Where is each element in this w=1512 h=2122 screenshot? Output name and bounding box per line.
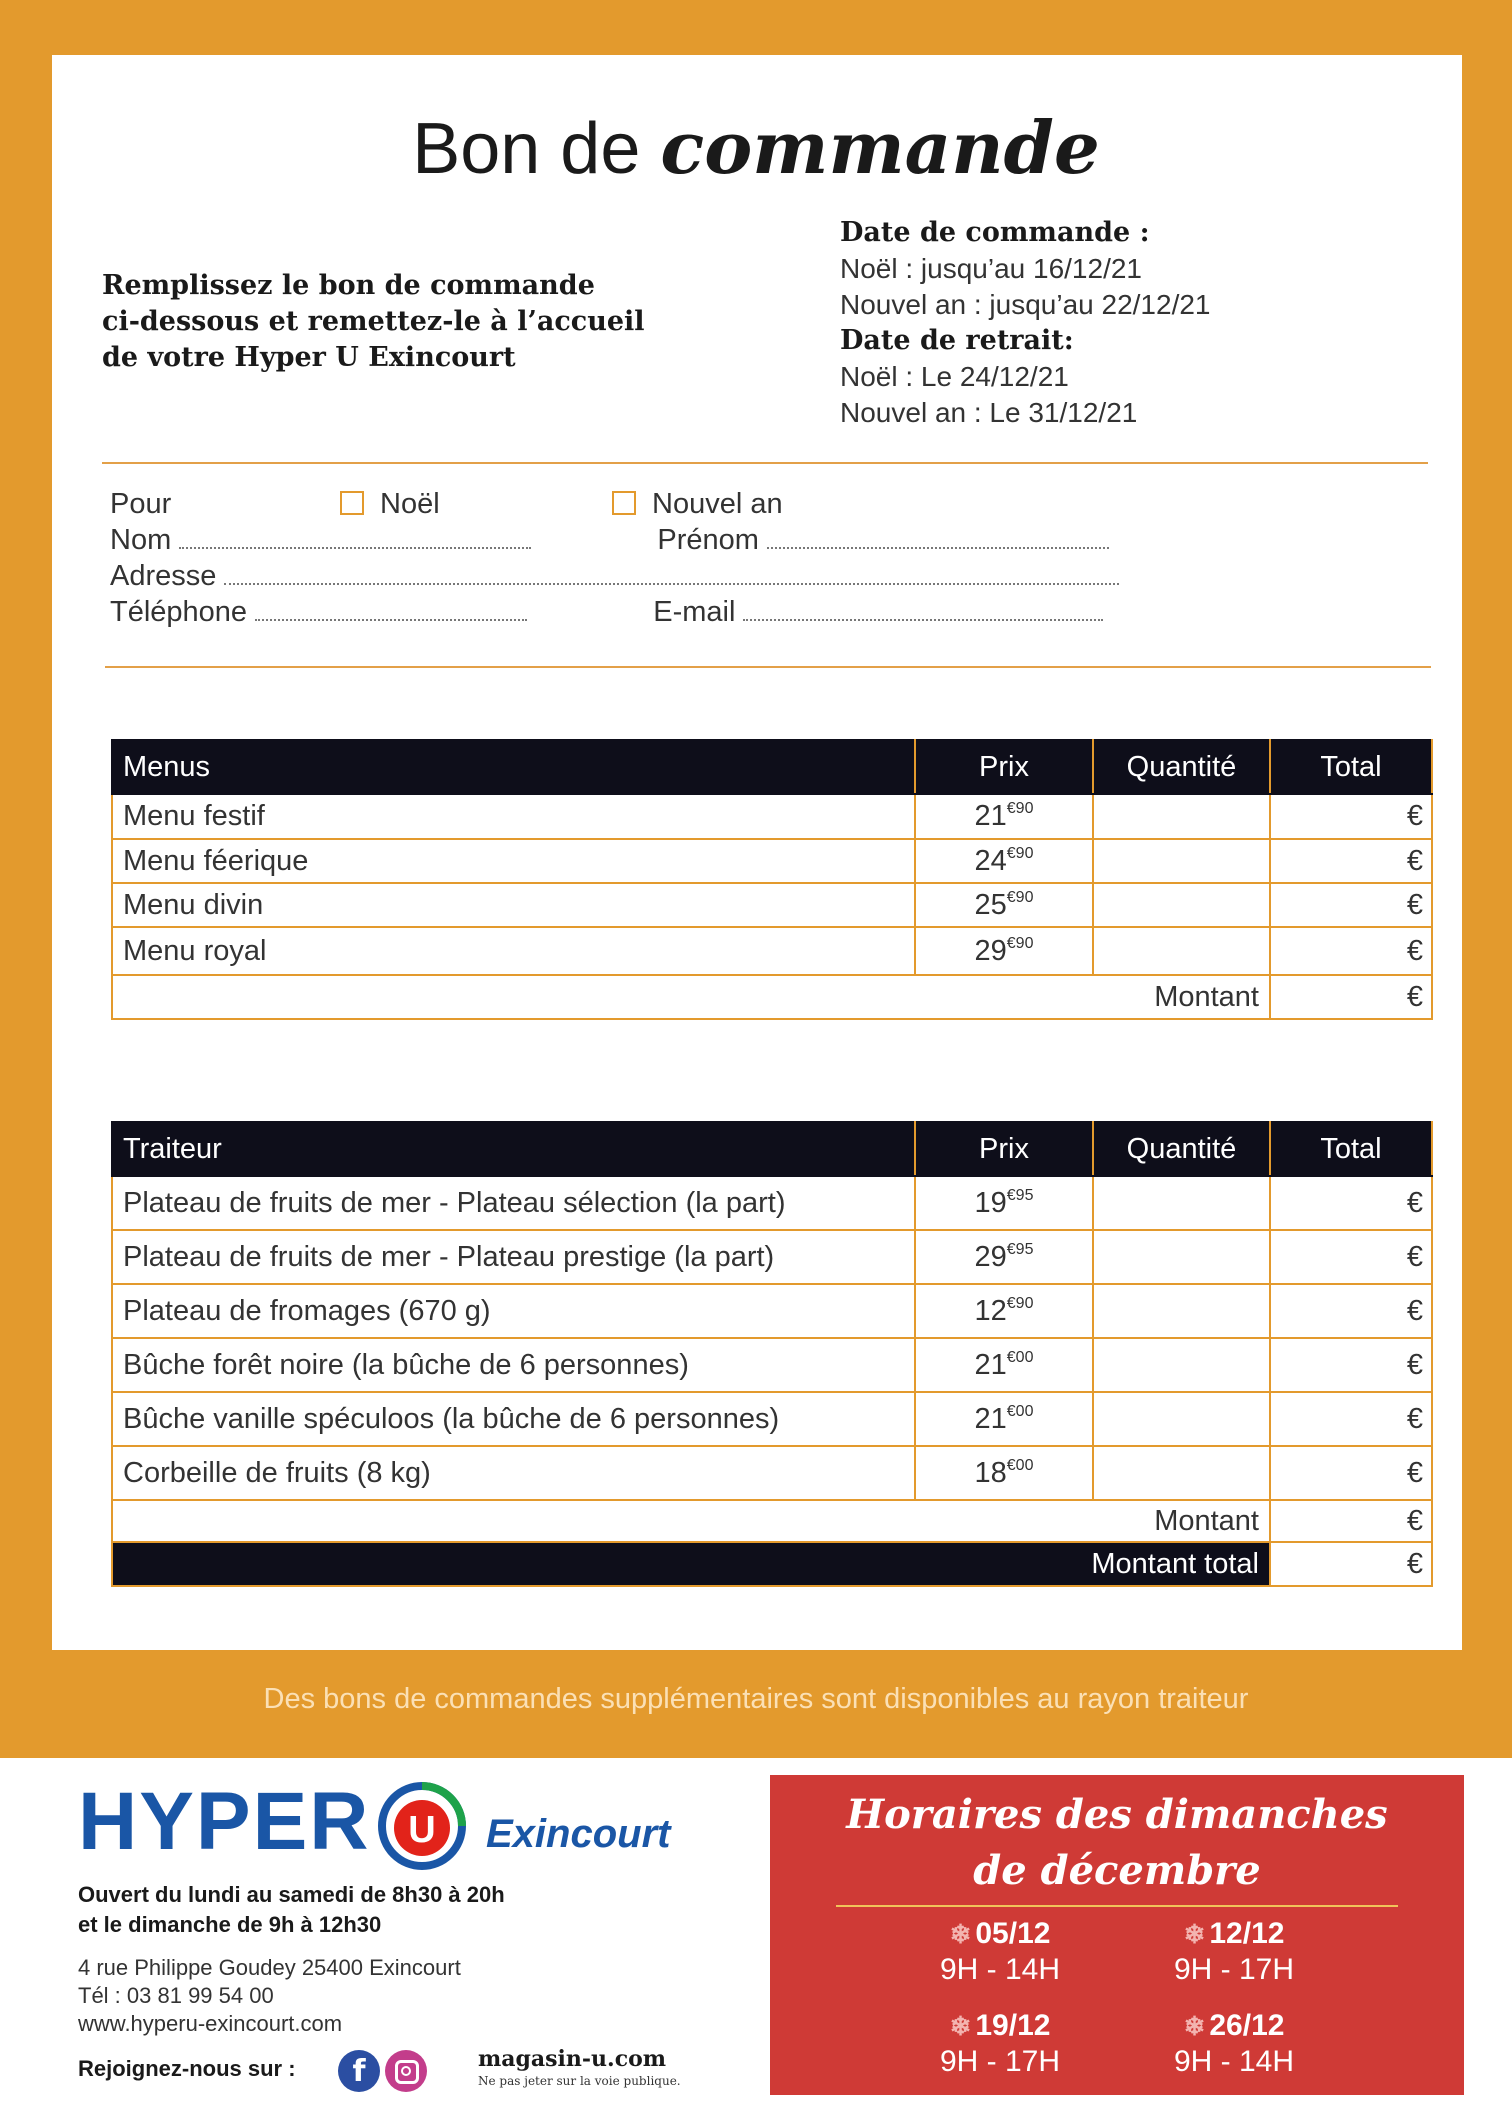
- montant-label: Montant: [112, 975, 1270, 1019]
- divider: [105, 666, 1431, 668]
- quantite-header: Quantité: [1093, 1122, 1270, 1176]
- item-name: Plateau de fruits de mer - Plateau sélection (la part): [112, 1176, 915, 1230]
- item-price: $21^{€00}$: [915, 1392, 1093, 1446]
- montant-total-row: [112, 1542, 1432, 1586]
- facebook-icon[interactable]: f: [338, 2050, 380, 2092]
- instructions-line: ci-dessous et remettez-le à l’accueil: [102, 306, 645, 337]
- nouvel-an-checkbox[interactable]: [612, 491, 636, 515]
- logo-u-letter: U: [408, 1809, 436, 1851]
- order-date-nouvel-an: Nouvel an : jusqu’au 22/12/21: [840, 289, 1211, 320]
- snowflake-icon: ❄: [949, 1919, 972, 1949]
- nouvel-an-label: Nouvel an: [652, 488, 783, 520]
- prix-header: Prix: [915, 1122, 1093, 1176]
- info-banner: Des bons de commandes supplémentaires sont disponibles au rayon traiteur: [263, 1683, 1249, 1715]
- quantity-cell[interactable]: [1093, 1338, 1270, 1392]
- traiteur-header: Traiteur: [112, 1122, 915, 1176]
- disposal-note: Ne pas jeter sur la voie publique.: [478, 2074, 681, 2088]
- prix-header: Prix: [915, 740, 1093, 794]
- slot-date: 26/12: [1209, 2009, 1285, 2042]
- item-price: $29^{€90}$: [915, 927, 1093, 975]
- item-price: $19^{€95}$: [915, 1176, 1093, 1230]
- montant-total-cell[interactable]: €: [1270, 1542, 1432, 1586]
- nom-label: Nom: [110, 524, 172, 556]
- order-date-noel: Noël : jusqu’au 16/12/21: [840, 253, 1142, 284]
- quantity-cell[interactable]: [1093, 883, 1270, 927]
- quantity-cell[interactable]: [1093, 1446, 1270, 1500]
- table-row: [112, 1446, 1432, 1500]
- item-price: $21^{€00}$: [915, 1338, 1093, 1392]
- item-name: Menu festif: [112, 794, 915, 839]
- sunday-hours-title: [770, 1787, 1464, 1899]
- nom-field[interactable]: [179, 527, 531, 549]
- quantity-cell[interactable]: [1093, 927, 1270, 975]
- slot-date: 19/12: [975, 2009, 1051, 2042]
- total-cell[interactable]: €: [1270, 1446, 1432, 1500]
- table-row: [112, 1176, 1432, 1230]
- logo-hyper-text: HYPER: [78, 1776, 371, 1867]
- divider: [836, 1905, 1398, 1907]
- montant-row: [112, 1500, 1432, 1542]
- sunday-slot: [890, 2009, 1110, 2079]
- pour-label: Pour: [110, 488, 172, 520]
- slot-date: 12/12: [1209, 1917, 1285, 1950]
- menus-header: Menus: [112, 740, 915, 794]
- total-cell[interactable]: €: [1270, 1230, 1432, 1284]
- store-website[interactable]: www.hyperu-exincourt.com: [78, 2011, 343, 2036]
- montant-cell[interactable]: €: [1270, 975, 1432, 1019]
- dates-block: [840, 215, 1360, 431]
- total-cell[interactable]: €: [1270, 883, 1432, 927]
- item-price: $29^{€95}$: [915, 1230, 1093, 1284]
- sunday-title-line: de décembre: [973, 1847, 1261, 1894]
- hours-line: Ouvert du lundi au samedi de 8h30 à 20h: [78, 1882, 505, 1907]
- sunday-slot: [890, 1917, 1110, 1987]
- table-row: [112, 1284, 1432, 1338]
- slot-hours: 9H - 14H: [939, 1953, 1061, 1986]
- magasin-u-link[interactable]: magasin-u.com: [478, 2046, 667, 2072]
- logo-city: Exincourt: [486, 1812, 671, 1856]
- table-row: [112, 883, 1432, 927]
- instructions-line: de votre Hyper U Exincourt: [102, 342, 516, 373]
- telephone-field[interactable]: [255, 599, 527, 621]
- sunday-title-line: Horaires des dimanches: [846, 1791, 1388, 1838]
- total-cell[interactable]: €: [1270, 1392, 1432, 1446]
- u-logo-icon: [376, 1780, 468, 1872]
- item-price: $21^{€90}$: [915, 794, 1093, 839]
- pickup-date-noel: Noël : Le 24/12/21: [840, 361, 1069, 392]
- total-cell[interactable]: €: [1270, 1338, 1432, 1392]
- prenom-label: Prénom: [657, 524, 759, 556]
- instagram-icon[interactable]: [385, 2050, 427, 2092]
- snowflake-icon: ❄: [1183, 1919, 1206, 1949]
- instructions: [102, 268, 702, 376]
- snowflake-icon: ❄: [949, 2011, 972, 2041]
- item-name: Bûche vanille spéculoos (la bûche de 6 personnes): [112, 1392, 915, 1446]
- pickup-date-nouvel-an: Nouvel an : Le 31/12/21: [840, 397, 1138, 428]
- adresse-label: Adresse: [110, 560, 217, 592]
- total-cell[interactable]: €: [1270, 794, 1432, 839]
- social-label: Rejoignez-nous sur :: [78, 2056, 296, 2081]
- table-row: [112, 1338, 1432, 1392]
- store-contact: [78, 1954, 698, 2038]
- item-price: $18^{€00}$: [915, 1446, 1093, 1500]
- traiteur-table: [111, 1121, 1433, 1587]
- quantity-cell[interactable]: [1093, 839, 1270, 883]
- item-name: Plateau de fruits de mer - Plateau prestige (la part): [112, 1230, 915, 1284]
- montant-cell[interactable]: €: [1270, 1500, 1432, 1542]
- total-cell[interactable]: €: [1270, 1176, 1432, 1230]
- table-row: [112, 839, 1432, 883]
- telephone-label: Téléphone: [110, 596, 248, 628]
- adresse-field[interactable]: [224, 563, 1119, 585]
- total-header: Total: [1270, 740, 1432, 794]
- quantity-cell[interactable]: [1093, 1230, 1270, 1284]
- total-cell[interactable]: €: [1270, 927, 1432, 975]
- item-name: Menu divin: [112, 883, 915, 927]
- menus-table: [111, 739, 1433, 1020]
- table-row: [112, 794, 1432, 839]
- sunday-slot: [1124, 1917, 1344, 1987]
- email-label: E-mail: [653, 596, 736, 628]
- item-price: $24^{€90}$: [915, 839, 1093, 883]
- montant-label: Montant: [112, 1500, 1270, 1542]
- montant-total-label: Montant total: [112, 1542, 1270, 1586]
- sunday-slot: [1124, 2009, 1344, 2079]
- item-name: Bûche forêt noire (la bûche de 6 personnes): [112, 1338, 915, 1392]
- total-cell[interactable]: €: [1270, 839, 1432, 883]
- quantite-header: Quantité: [1093, 740, 1270, 794]
- slot-date: 05/12: [975, 1917, 1051, 1950]
- order-date-heading: Date de commande :: [840, 217, 1150, 248]
- snowflake-icon: ❄: [1183, 2011, 1206, 2041]
- opening-hours: [78, 1880, 698, 1940]
- montant-row: [112, 975, 1432, 1019]
- total-cell[interactable]: €: [1270, 1284, 1432, 1338]
- item-name: Corbeille de fruits (8 kg): [112, 1446, 915, 1500]
- pickup-date-heading: Date de retrait:: [840, 325, 1074, 356]
- quantity-cell[interactable]: [1093, 794, 1270, 839]
- prenom-field[interactable]: [767, 527, 1109, 549]
- title-part2: commande: [660, 105, 1100, 190]
- title-part1: Bon de: [412, 109, 641, 189]
- divider: [102, 462, 1428, 464]
- quantity-cell[interactable]: [1093, 1284, 1270, 1338]
- item-price: $25^{€90}$: [915, 883, 1093, 927]
- slot-hours: 9H - 17H: [1173, 1953, 1295, 1986]
- page-title: [0, 105, 1512, 190]
- occasion-row: [110, 488, 783, 524]
- slot-hours: 9H - 14H: [1173, 2045, 1295, 2078]
- instructions-line: Remplissez le bon de commande: [102, 270, 595, 301]
- quantity-cell[interactable]: [1093, 1176, 1270, 1230]
- store-phone: Tél : 03 81 99 54 00: [78, 1983, 274, 2008]
- contact-row: [110, 596, 1103, 632]
- noel-checkbox[interactable]: [340, 491, 364, 515]
- quantity-cell[interactable]: [1093, 1392, 1270, 1446]
- table-row: [112, 1392, 1432, 1446]
- item-name: Menu féerique: [112, 839, 915, 883]
- email-field[interactable]: [743, 599, 1103, 621]
- store-address: 4 rue Philippe Goudey 25400 Exincourt: [78, 1955, 461, 1980]
- slot-hours: 9H - 17H: [939, 2045, 1061, 2078]
- item-name: Plateau de fromages (670 g): [112, 1284, 915, 1338]
- sunday-hours-box: [770, 1775, 1464, 2095]
- total-header: Total: [1270, 1122, 1432, 1176]
- address-row: [110, 560, 1119, 596]
- noel-label: Noël: [380, 488, 440, 520]
- table-row: [112, 927, 1432, 975]
- hours-line: et le dimanche de 9h à 12h30: [78, 1912, 382, 1937]
- item-name: Menu royal: [112, 927, 915, 975]
- table-row: [112, 1230, 1432, 1284]
- name-row: [110, 524, 1109, 560]
- item-price: $12^{€90}$: [915, 1284, 1093, 1338]
